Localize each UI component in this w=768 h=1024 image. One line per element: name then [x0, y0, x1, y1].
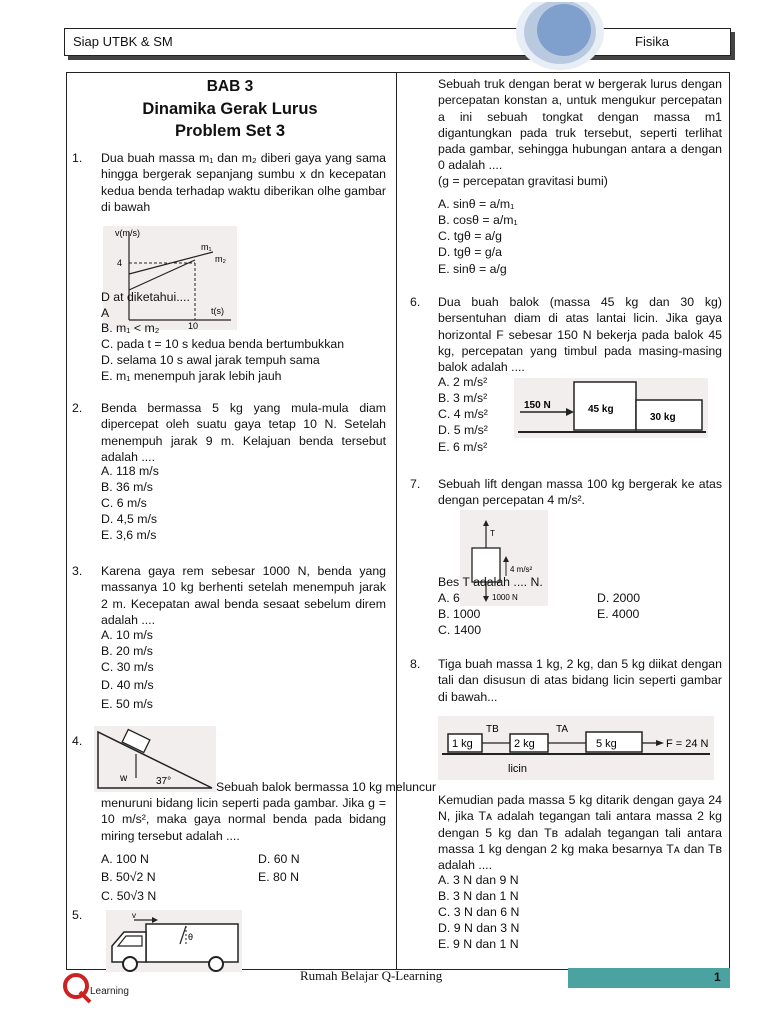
q2-option-e: E. 3,6 m/s — [101, 528, 157, 542]
q3-option-c: C. 30 m/s — [101, 660, 154, 674]
q4-number: 4. — [72, 734, 83, 748]
weight-label: w — [120, 773, 128, 784]
question-text: Sebuah lift dengan massa 100 kg bergerak ke atas dengan percepatan 4 m/s². — [438, 477, 722, 508]
logo-circles-icon — [514, 2, 604, 70]
force-label: 150 N — [524, 400, 551, 411]
q3-option-e: E. 50 m/s — [101, 697, 153, 711]
q5-number: 5. — [72, 908, 83, 922]
force-label: F = 24 N — [666, 738, 709, 750]
inclined-plane-figure — [94, 726, 216, 792]
question-number: 8. — [410, 657, 421, 671]
question-text: Dua buah massa m₁ dan m₂ diberi gaya yang sama hingga bergerak sepanjang sumbu x dn kecepatan kedua benda terhadap waktu diberikan olhe gambar di bawah — [101, 151, 386, 214]
tension-b-label: TB — [486, 724, 499, 735]
q4-partial-stem: Sebuah balok bermassa 10 kg meluncur — [216, 780, 437, 794]
q3-option-d: D. 40 m/s — [101, 678, 154, 692]
question-text: Kemudian pada massa 5 kg ditarik dengan gaya 24 N, jika Tᴀ adalah tegangan tali antara massa 2 kg dengan 5 kg dan Tʙ adalah tegangan tali antara massa 1 kg dengan 2 kg maka besarnya Tᴀ dan Tʙ adalah .... — [438, 793, 722, 873]
q7-option-a: A. 6 — [438, 591, 460, 605]
velocity-label: v — [132, 911, 136, 920]
angle-label: 37° — [156, 776, 172, 787]
graph-xtick: 10 — [188, 321, 199, 330]
chapter-topic: Dinamika Gerak Lurus — [142, 100, 318, 118]
question-number: 7. — [410, 477, 421, 491]
q7-option-d: D. 2000 — [597, 591, 641, 605]
question-text: menuruni bidang licin seperti pada gambar. Jika g = 10 m/s², maka gaya normal benda pada bidang miring tersebut adalah .... — [101, 796, 386, 843]
mass-2kg-label: 2 kg — [514, 738, 535, 750]
q4-option-a: A. 100 N — [101, 852, 149, 866]
q6-option-a: A. 2 m/s² — [438, 375, 488, 389]
acceleration-label: 4 m/s² — [510, 565, 533, 574]
question-number: 6. — [410, 295, 421, 309]
q4-option-d: D. 60 N — [258, 852, 300, 866]
page-header — [64, 28, 731, 56]
q1-option-e: E. m₁ menempuh jarak lebih jauh — [101, 369, 282, 383]
q6-option-b: B. 3 m/s² — [438, 391, 488, 405]
three-masses-figure — [438, 716, 714, 780]
question-text: Tiga buah massa 1 kg, 2 kg, dan 5 kg diikat dengan tali dan disusun di atas bidang licin seperti gambar di bawah... — [438, 657, 722, 704]
q6-option-c: C. 4 m/s² — [438, 407, 488, 421]
footer-bar — [568, 968, 730, 988]
q8-option-a: A. 3 N dan 9 N — [438, 873, 519, 887]
header-right: Fisika — [635, 34, 669, 49]
graph-m2-label: m₂ — [215, 254, 226, 264]
q8-option-b: B. 3 N dan 1 N — [438, 889, 519, 903]
problem-set-title: Problem Set 3 — [174, 122, 286, 140]
q7-option-c: C. 1400 — [438, 623, 482, 637]
q8-option-c: C. 3 N dan 6 N — [438, 905, 520, 919]
chapter-number: BAB 3 — [206, 78, 254, 95]
q4-option-c: C. 50√3 N — [101, 889, 157, 903]
velocity-time-graph — [103, 226, 237, 330]
q5-option-e: E. sinθ = a/g — [438, 262, 507, 276]
graph-xlabel: t(s) — [211, 306, 224, 316]
q4-option-e: E. 80 N — [258, 870, 300, 884]
q5-note: (g = percepatan gravitasi bumi) — [438, 174, 608, 188]
q5-option-a: A. sinθ = a/m₁ — [438, 197, 515, 211]
mass-5kg-label: 5 kg — [596, 738, 617, 750]
truck-figure — [106, 910, 242, 972]
theta-label: θ — [188, 932, 194, 942]
question-text: Sebuah truk dengan berat w bergerak lurus dengan percepatan konstan a, untuk mengukur percepatan a ini sebuah tongkat dengan massa m1 digantungkan pada truk tersebut, seperti terlihat pada gambar, sehingga hubungan antara a dengan 0 adalah .... — [438, 77, 722, 173]
q1-option-c: C. pada t = 10 s kedua benda bertumbukkan — [101, 337, 345, 351]
weight-label: 1000 N — [492, 593, 518, 602]
q5-option-d: D. tgθ = g/a — [438, 245, 502, 259]
q6-option-e: E. 6 m/s² — [438, 440, 488, 454]
graph-ylabel: v(m/s) — [115, 228, 140, 238]
q8-option-d: D. 9 N dan 3 N — [438, 921, 520, 935]
q3-option-a: A. 10 m/s — [101, 628, 153, 642]
q2-option-c: C. 6 m/s — [101, 496, 147, 510]
q5-option-c: C. tgθ = a/g — [438, 229, 502, 243]
question-number: 3. — [72, 564, 83, 578]
q6-option-d: D. 5 m/s² — [438, 423, 488, 437]
question-text: Dua buah balok (massa 45 kg dan 30 kg) bersentuhan diam di atas lantai licin. Jika gaya horizontal F sebesar 150 N bekerja pada balok 45 kg, percepatan yang timbul pada masing-masing balok adalah .... — [438, 295, 722, 375]
question-text: Benda bermassa 5 kg yang mula-mula diam dipercepat oleh suatu gaya tetap 10 N. Setelah menempuh jarak 9 m. Kelajuan benda tersebut adalah .... — [101, 401, 386, 464]
lift-figure — [460, 510, 548, 606]
blocks-figure — [514, 378, 708, 438]
question-number: 2. — [72, 401, 83, 415]
q1-partial-stem: D at diketahui.... — [101, 290, 190, 304]
q4-option-b: B. 50√2 N — [101, 870, 156, 884]
q7-option-e: E. 4000 — [597, 607, 640, 621]
q1-option-d: D. selama 10 s awal jarak tempuh sama — [101, 353, 320, 367]
left-column — [68, 76, 392, 142]
header-left: Siap UTBK & SM — [73, 34, 173, 49]
q1-option-a: A — [101, 306, 110, 320]
graph-m1-label: m₁ — [201, 242, 212, 252]
tension-label: T — [490, 529, 495, 538]
logo-text: Learning — [90, 986, 129, 997]
graph-ytick: 4 — [117, 258, 123, 268]
q2-option-d: D. 4,5 m/s — [101, 512, 158, 526]
block-45kg-label: 45 kg — [588, 404, 614, 415]
q2-option-a: A. 118 m/s — [101, 464, 159, 478]
frictionless-label: licin — [508, 763, 527, 775]
footer-title: Rumah Belajar Q-Learning — [300, 968, 443, 983]
q2-option-b: B. 36 m/s — [101, 480, 153, 494]
q3-option-b: B. 20 m/s — [101, 644, 153, 658]
column-divider — [396, 72, 397, 970]
mass-1kg-label: 1 kg — [452, 738, 473, 750]
q8-option-e: E. 9 N dan 1 N — [438, 937, 519, 951]
block-30kg-label: 30 kg — [650, 412, 676, 423]
q-learning-logo-icon — [62, 968, 142, 1008]
q7-partial-stem: Bes T adalah .... N. — [438, 575, 543, 589]
page-number: 1 — [714, 970, 721, 984]
q7-option-b: B. 1000 — [438, 607, 481, 621]
q1-option-b: B. m₁ < m₂ — [101, 321, 160, 335]
question-text: Karena gaya rem sebesar 1000 N, benda yang massanya 10 kg berhenti setelah menempuh jarak 2 m. Kecepatan awal benda sesaat sebelum direm adalah .... — [101, 564, 386, 627]
tension-a-label: TA — [556, 724, 569, 735]
q5-option-b: B. cosθ = a/m₁ — [438, 213, 518, 227]
question-number: 1. — [72, 151, 83, 165]
